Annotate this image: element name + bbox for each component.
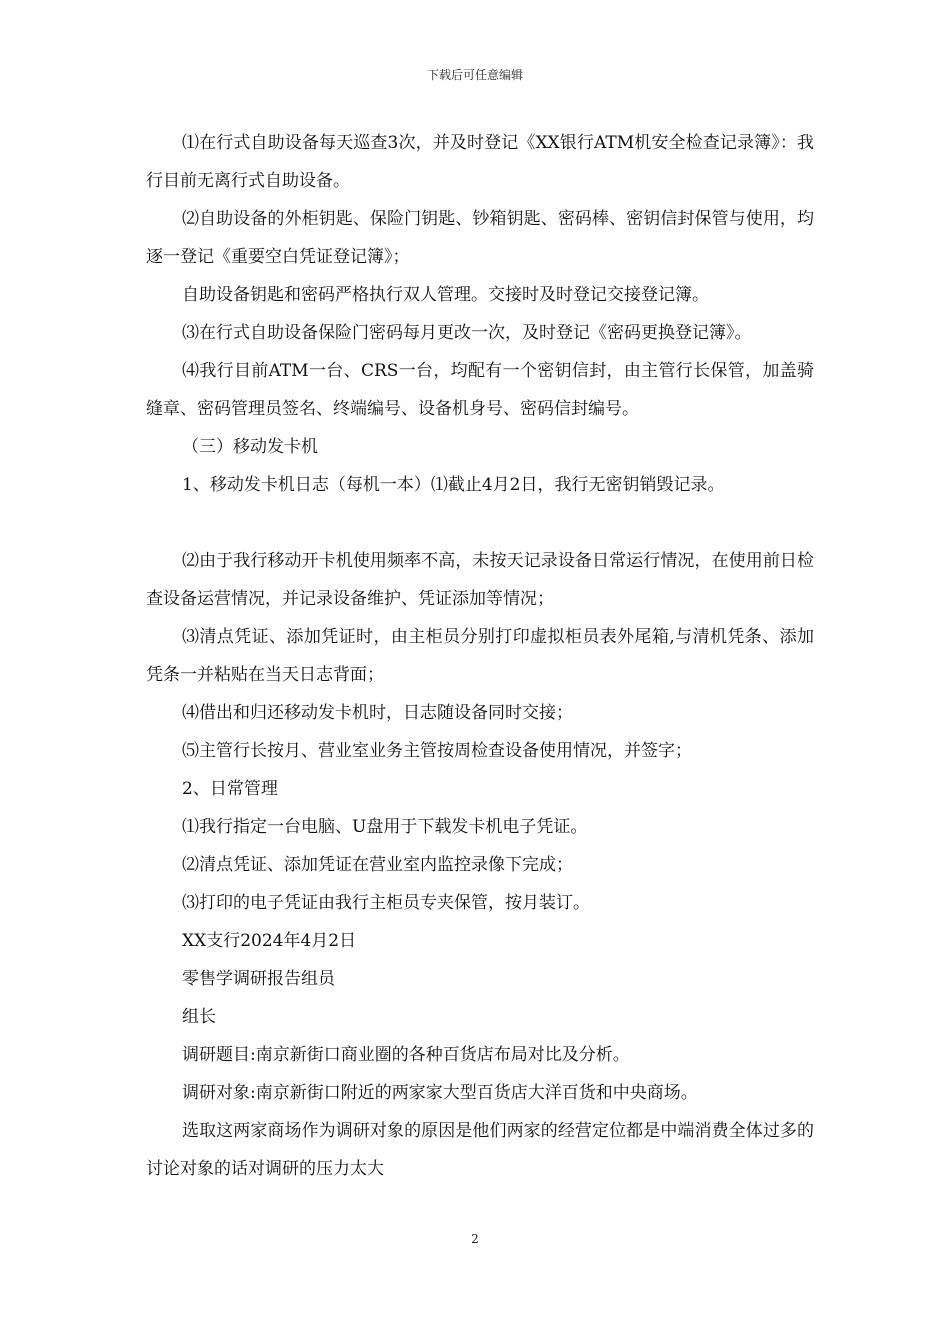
section-heading-daily-management: 2、日常管理 bbox=[182, 779, 278, 799]
page-number: 2 bbox=[471, 1232, 479, 1246]
paragraph-lend-return: ⑷借出和归还移动发卡机时，日志随设备同时交接； bbox=[182, 703, 573, 723]
paragraph-monitoring: ⑵清点凭证、添加凭证在营业室内监控录像下完成； bbox=[182, 855, 573, 875]
paragraph-voucher-count: ⑶清点凭证、添加凭证时，由主柜员分别打印虚拟柜员表外尾箱,与清机凭条、添加凭条一并粘贴在当天日志背面； bbox=[146, 627, 814, 685]
paragraph-designated-computer: ⑴我行指定一台电脑、U盘用于下载发卡机电子凭证。 bbox=[182, 817, 588, 837]
blank-line bbox=[146, 504, 814, 542]
paragraph-usage-frequency: ⑵由于我行移动开卡机使用频率不高，未按天记录设备日常运行情况，在使用前日检查设备运营情况，并记录设备维护、凭证添加等情况； bbox=[146, 551, 814, 609]
paragraph-machine-log: 1、移动发卡机日志（每机一本）⑴截止4月2日，我行无密钥销毁记录。 bbox=[182, 475, 725, 495]
research-subject: 调研对象:南京新街口附近的两家家大型百货店大洋百货和中央商场。 bbox=[182, 1083, 698, 1103]
team-leader-label: 组长 bbox=[182, 1007, 216, 1027]
research-topic: 调研题目:南京新街口商业圈的各种百货店布局对比及分析。 bbox=[182, 1045, 630, 1065]
page-header: 下载后可任意编辑 bbox=[426, 68, 523, 82]
paragraph-device-inventory: ⑷我行目前ATM一台、CRS一台，均配有一个密钥信封，由主管行长保管，加盖骑缝章、密码管理员签名、终端编号、设备机身号、密码信封编号。 bbox=[146, 361, 814, 419]
paragraph-selection-reason: 选取这两家商场作为调研对象的原因是他们两家的经营定位都是中端消费全体过多的讨论对象的话对调研的压力太大 bbox=[146, 1121, 814, 1179]
paragraph-dual-control: 自助设备钥匙和密码严格执行双人管理。交接时及时登记交接登记簿。 bbox=[182, 285, 709, 305]
paragraph-atm-patrol: ⑴在行式自助设备每天巡查3次，并及时登记《XX银行ATM机安全检查记录簿》：我行目前无离行式自助设备。 bbox=[146, 133, 814, 191]
paragraph-supervisor-check: ⑸主管行长按月、营业室业务主管按周检查设备使用情况，并签字； bbox=[182, 741, 692, 761]
document-body bbox=[146, 124, 814, 1188]
signature-date: XX支行2024年4月2日 bbox=[182, 931, 357, 951]
report-members-title: 零售学调研报告组员 bbox=[182, 969, 335, 989]
paragraph-print-custody: ⑶打印的电子凭证由我行主柜员专夹保管，按月装订。 bbox=[182, 893, 590, 913]
paragraph-key-custody: ⑵自助设备的外柜钥匙、保险门钥匙、钞箱钥匙、密码棒、密钥信封保管与使用，均逐一登记《重要空白凭证登记簿》； bbox=[146, 209, 814, 267]
section-heading-mobile-card-machine: （三）移动发卡机 bbox=[182, 437, 318, 457]
paragraph-password-change: ⑶在行式自助设备保险门密码每月更改一次，及时登记《密码更换登记簿》。 bbox=[182, 323, 752, 343]
